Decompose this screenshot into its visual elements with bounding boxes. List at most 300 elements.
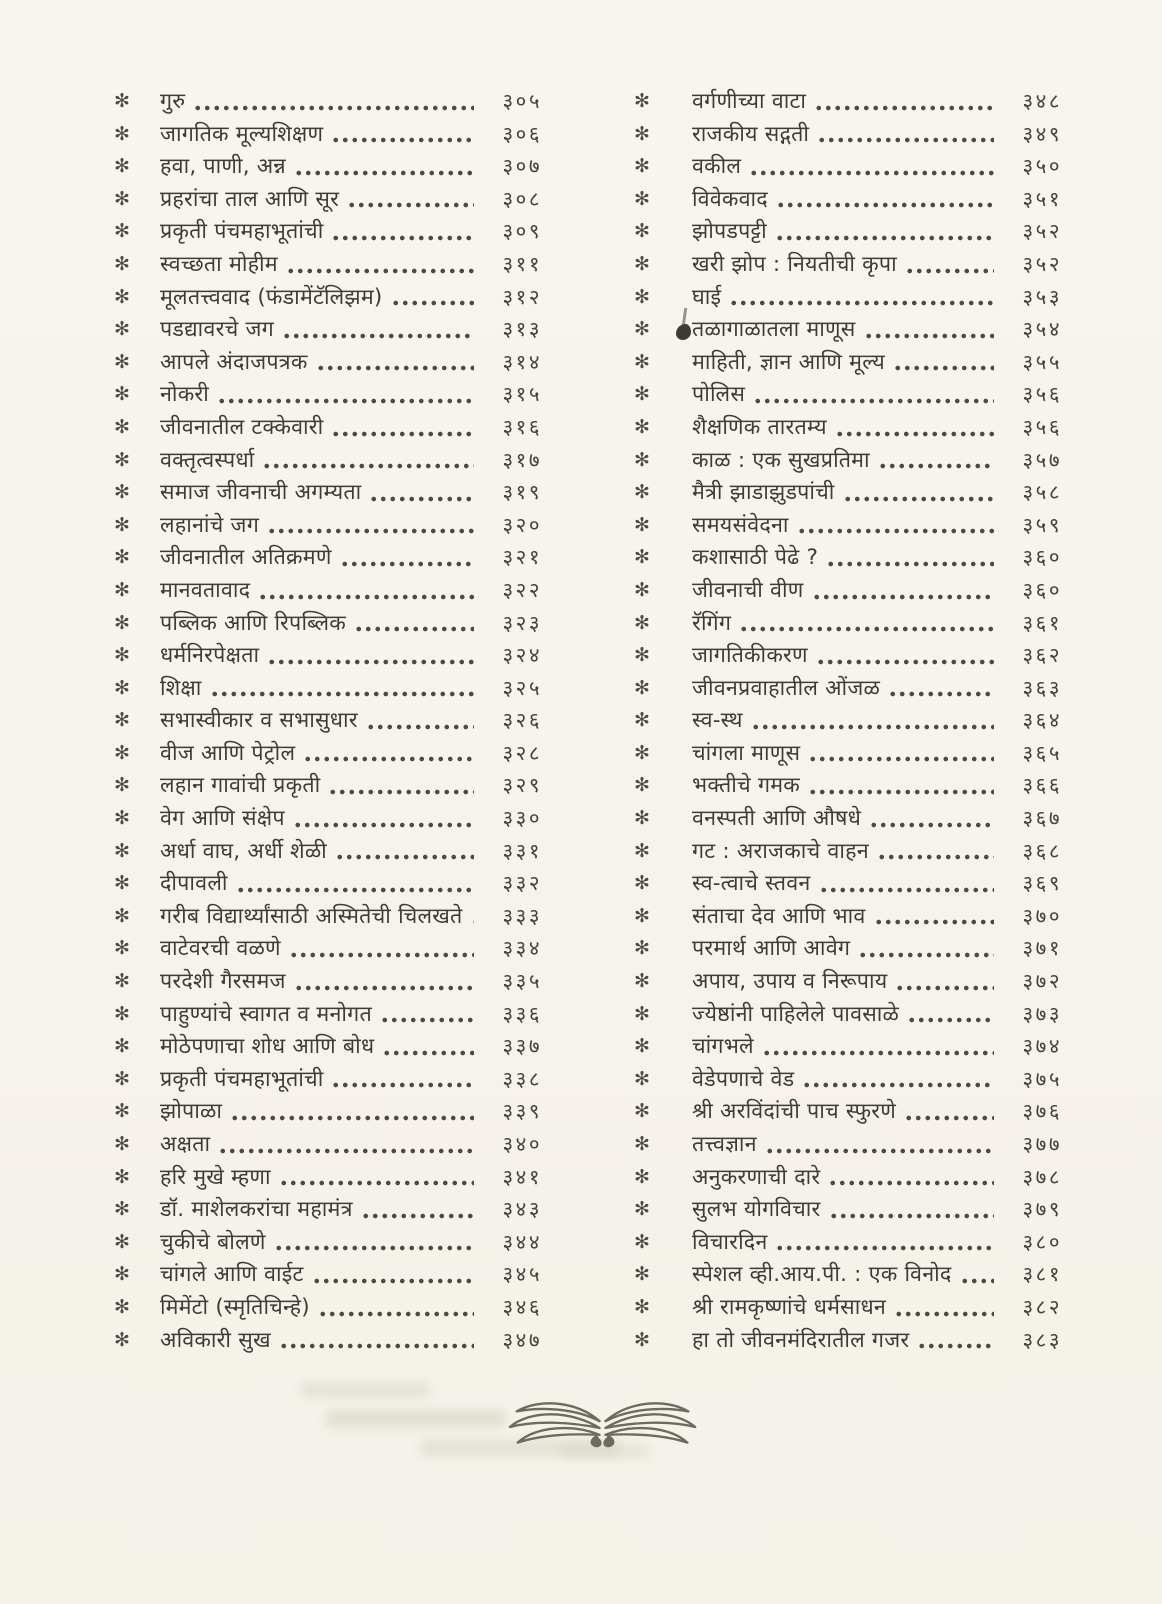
dot-leader [354, 626, 474, 632]
asterisk-icon: ✻ [634, 187, 650, 210]
asterisk-icon: ✻ [634, 90, 650, 112]
toc-entry [114, 933, 542, 966]
asterisk-icon: ✻ [114, 285, 130, 308]
dot-leader [917, 1343, 994, 1349]
asterisk-icon: ✻ [634, 252, 650, 275]
toc-entry-page: ३२० [502, 512, 542, 537]
toc-entry-title: जीवनाची वीण [692, 577, 804, 603]
toc-entry [114, 1129, 542, 1162]
dot-leader [328, 789, 474, 795]
toc-entry-title: मूलतत्त्ववाद (फंडामेंटॅलिझम) [160, 284, 383, 310]
toc-entry-page: ३४३ [502, 1197, 542, 1222]
asterisk-icon: ✻ [634, 872, 650, 895]
dot-leader [294, 170, 474, 176]
toc-entry-page: ३०६ [502, 121, 542, 146]
toc-entry [114, 445, 542, 478]
toc-entry [634, 803, 1062, 836]
asterisk-icon: ✻ [114, 122, 130, 145]
toc-entry-title: मोठेपणाचा शोध आणि बोध [160, 1034, 375, 1060]
dot-leader [193, 105, 474, 111]
toc-entry [634, 1325, 1062, 1358]
toc-entry-title: पाहुण्यांचे स्वागत व मनोगत [160, 1001, 372, 1027]
toc-entry [634, 770, 1062, 803]
dot-leader [274, 1245, 474, 1251]
dot-leader [819, 887, 995, 893]
asterisk-icon: ✻ [634, 644, 650, 667]
toc-entry-page: ३५२ [1022, 219, 1062, 244]
toc-entry-page: ३३३ [502, 903, 542, 928]
toc-entry [114, 184, 542, 217]
toc-entry [114, 770, 542, 803]
toc-entry [114, 477, 542, 510]
toc-entry-title: सभास्वीकार व सभासुधार [160, 708, 358, 734]
toc-entry [114, 379, 542, 412]
asterisk-icon: ✻ [634, 1002, 650, 1025]
toc-entry [634, 86, 1062, 119]
toc-entry [634, 640, 1062, 673]
toc-entry-title: घाई [692, 284, 722, 310]
dot-leader [904, 1115, 994, 1121]
dot-leader [802, 1082, 994, 1088]
dot-leader [267, 659, 474, 665]
toc-entry-title: मानवतावाद [160, 577, 251, 603]
toc-entry [114, 151, 542, 184]
toc-entry-title: समयसंवेदना [692, 512, 789, 538]
dot-leader [729, 300, 994, 306]
toc-entry-page: ३५६ [1022, 414, 1062, 439]
asterisk-icon: ✻ [114, 155, 130, 178]
toc-entry-title: स्वच्छता मोहीम [160, 251, 278, 277]
toc-entry-title: भक्तीचे गमक [692, 773, 801, 799]
dot-leader [267, 528, 474, 534]
toc-entry [634, 738, 1062, 771]
asterisk-icon: ✻ [634, 1230, 650, 1253]
dot-leader [960, 1278, 994, 1284]
toc-entry-title: परदेशी गैरसमज [160, 969, 286, 995]
toc-entry-title: समाज जीवनाची अगम्यता [160, 480, 362, 506]
toc-column-left [114, 86, 542, 1357]
toc-entry-title: प्रहरांचा ताल आणि सूर [160, 186, 340, 212]
toc-entry-page: ३८१ [1022, 1262, 1062, 1287]
dot-leader [812, 594, 995, 600]
asterisk-icon: ✻ [634, 415, 650, 438]
dot-leader [340, 561, 474, 567]
toc-entry [634, 510, 1062, 543]
asterisk-icon: ✻ [114, 611, 130, 634]
toc-entry-page: ३५० [1022, 154, 1062, 179]
toc-entry-page: ३७५ [1022, 1066, 1062, 1091]
asterisk-icon: ✻ [114, 1295, 130, 1318]
toc-entry-page: ३०५ [502, 89, 542, 113]
toc-entry [634, 1064, 1062, 1097]
toc-entry [114, 836, 542, 869]
toc-entry-page: ३४९ [1022, 121, 1062, 146]
asterisk-icon: ✻ [114, 415, 130, 438]
toc-entry-title: तत्त्वज्ञान [692, 1132, 757, 1157]
asterisk-icon: ✻ [634, 807, 650, 830]
toc-entry-title: आपले अंदाजपत्रक [160, 349, 308, 375]
asterisk-icon: ✻ [114, 937, 130, 960]
asterisk-icon: ✻ [634, 1035, 650, 1058]
dot-leader [331, 431, 474, 437]
toc-entry-title: अर्धा वाघ, अर्धी शेळी [160, 838, 327, 864]
toc-entry-title: जागतिकीकरण [692, 643, 808, 669]
asterisk-icon: ✻ [634, 122, 650, 145]
toc-entry [114, 1292, 542, 1325]
asterisk-icon: ✻ [114, 252, 130, 275]
dot-leader [864, 333, 995, 339]
dot-leader [753, 398, 994, 404]
toc-entry-page: ३३६ [502, 1001, 542, 1026]
toc-entry-title: स्पेशल व्ही.आय.पी. : एक विनोद [692, 1262, 952, 1288]
toc-entry-page: ३८३ [1022, 1327, 1062, 1352]
toc-entry [114, 249, 542, 282]
toc-entry-title: चुकीचे बोलणे [160, 1229, 266, 1255]
toc-entry-page: ३६३ [1022, 675, 1062, 700]
toc-entry [114, 1194, 542, 1227]
toc-entry [114, 1325, 542, 1358]
asterisk-icon: ✻ [634, 155, 650, 178]
toc-entry-page: ३११ [502, 251, 542, 276]
toc-entry-title: झोपाळा [160, 1099, 223, 1125]
toc-entry-title: तळागाळातला माणूस [692, 314, 856, 343]
toc-entry [114, 412, 542, 445]
toc-entry [634, 1227, 1062, 1260]
toc-entry-page: ३०९ [502, 219, 542, 244]
dot-leader [316, 365, 474, 371]
dot-leader [751, 724, 994, 730]
toc-entry-page: ३५९ [1022, 512, 1062, 537]
toc-entry-page: ३५३ [1022, 284, 1062, 309]
asterisk-icon: ✻ [634, 220, 650, 243]
toc-entry [634, 966, 1062, 999]
dot-leader [817, 137, 994, 143]
toc-entry-title: झोपडपट्टी [692, 219, 767, 245]
toc-entry-page: ३२६ [502, 708, 542, 733]
toc-entry-title: हा तो जीवनमंदिरातील गजर [692, 1327, 910, 1353]
dot-leader [293, 822, 474, 828]
toc-entry [634, 868, 1062, 901]
toc-entry-title: श्री अरविंदांची पाच स्फुरणे [692, 1099, 896, 1125]
toc-entry-page: ३७४ [1022, 1034, 1062, 1059]
asterisk-icon: ✻ [634, 1100, 650, 1123]
dot-leader [289, 952, 474, 958]
asterisk-icon: ✻ [114, 1230, 130, 1253]
asterisk-icon: ✻ [634, 1295, 650, 1318]
toc-entry-title: राजकीय सद्गती [692, 121, 810, 147]
toc-entry [114, 575, 542, 608]
toc-entry-page: ३१३ [502, 317, 542, 342]
toc-entry [114, 510, 542, 543]
toc-entry-title: सुलभ योगविचार [692, 1197, 821, 1223]
toc-entry-title: डॉ. माशेलकरांचा महामंत्र [160, 1197, 353, 1223]
asterisk-icon: ✻ [634, 350, 650, 373]
toc-entry [634, 379, 1062, 412]
toc-entry-title: स्व-त्वाचे स्तवन [692, 871, 811, 897]
toc-entry [114, 640, 542, 673]
toc-entry-title: मिमेंटो (स्मृतिचिन्हे) [160, 1294, 310, 1320]
toc-entry-title: चांगले आणि वाईट [160, 1262, 304, 1288]
dot-leader [279, 1180, 474, 1186]
dot-leader [905, 268, 994, 274]
toc-entry-page: ३२२ [502, 577, 542, 602]
toc-entry-title: वेडेपणाचे वेड [692, 1066, 795, 1092]
toc-entry [114, 86, 542, 119]
dot-leader [236, 887, 474, 893]
toc-entry [114, 608, 542, 641]
asterisk-icon: ✻ [634, 839, 650, 862]
toc-entry [634, 445, 1062, 478]
toc-entry [634, 412, 1062, 445]
toc-entry-title: अविकारी सुख [160, 1327, 271, 1353]
toc-entry-page: ३४४ [502, 1229, 542, 1254]
toc-entry-title: वनस्पती आणि औषधे [692, 806, 862, 832]
toc-entry-page: ३१४ [502, 349, 542, 374]
asterisk-icon: ✻ [114, 350, 130, 373]
toc-entry [634, 119, 1062, 152]
asterisk-icon: ✻ [634, 774, 650, 797]
toc-entry-page: ३७२ [1022, 969, 1062, 994]
asterisk-icon: ✻ [634, 578, 650, 601]
dot-leader [380, 1017, 474, 1023]
dot-leader [335, 854, 474, 860]
toc-column-right [634, 86, 1062, 1357]
asterisk-icon: ✻ [114, 774, 130, 797]
toc-entry-page: ३३८ [502, 1066, 542, 1091]
asterisk-icon: ✻ [634, 1198, 650, 1221]
dot-leader [217, 398, 474, 404]
dot-leader [907, 1017, 994, 1023]
toc-entry-title: वेग आणि संक्षेप [160, 806, 285, 832]
toc-entry [114, 347, 542, 380]
dot-leader [391, 300, 475, 306]
toc-entry-page: ३६० [1022, 545, 1062, 570]
toc-entry-page: ३६५ [1022, 740, 1062, 765]
dot-leader [739, 626, 994, 632]
toc-entry-page: ३५५ [1022, 349, 1062, 374]
toc-entry-page: ३४६ [502, 1294, 542, 1319]
asterisk-icon: ✻ [634, 676, 650, 699]
toc-entry-title: वक्तृत्वस्पर्धा [160, 447, 255, 473]
toc-entry-page: ३३९ [502, 1099, 542, 1124]
dot-leader [286, 268, 474, 274]
dot-leader [816, 659, 994, 665]
dot-leader [874, 919, 994, 925]
toc-entry [634, 1194, 1062, 1227]
toc-entry-page: ३४० [502, 1132, 542, 1156]
toc-entry [114, 542, 542, 575]
toc-entry [634, 1129, 1062, 1162]
toc-entry [114, 966, 542, 999]
toc-entry [634, 347, 1062, 380]
toc-entry-title: जीवनप्रवाहातील ओंजळ [692, 675, 881, 701]
toc-entry [114, 1096, 542, 1129]
asterisk-icon: ✻ [114, 1002, 130, 1025]
toc-entry-title: कशासाठी पेढे ? [692, 545, 819, 571]
asterisk-icon: ✻ [634, 546, 650, 569]
dot-leader [262, 463, 474, 469]
dot-leader [303, 756, 474, 762]
toc-entry [114, 1031, 542, 1064]
toc-entry-page: ३७३ [1022, 1001, 1062, 1026]
asterisk-icon: ✻ [634, 1133, 650, 1155]
toc-entry-page: ३२१ [502, 545, 542, 570]
toc-entry [634, 608, 1062, 641]
asterisk-icon: ✻ [114, 807, 130, 830]
dot-leader [294, 985, 474, 991]
asterisk-icon: ✻ [114, 1035, 130, 1058]
toc-entry-page: ३२३ [502, 610, 542, 635]
toc-entry [114, 803, 542, 836]
asterisk-icon: ✻ [114, 709, 130, 732]
asterisk-icon: ✻ [114, 741, 130, 764]
toc-entry-page: ३५२ [1022, 251, 1062, 276]
toc-entry-title: जीवनातील टक्केवारी [160, 414, 324, 440]
toc-entry-title: हरि मुखे म्हणा [160, 1164, 271, 1190]
toc-entry-title: गट : अराजकाचे वाहन [692, 838, 869, 864]
dot-leader [218, 1148, 474, 1154]
toc-entry-page: ३५१ [1022, 186, 1062, 211]
toc-entry-page: ३५४ [1022, 317, 1062, 342]
dot-leader [826, 561, 994, 567]
toc-entry-title: अक्षता [160, 1132, 211, 1157]
toc-entry-page: ३८२ [1022, 1294, 1062, 1319]
asterisk-icon: ✻ [114, 318, 130, 341]
toc-entry [634, 901, 1062, 934]
toc-entry-page: ३७१ [1022, 936, 1062, 961]
toc-entry-page: ३२५ [502, 675, 542, 700]
toc-entry-page: ३४५ [502, 1262, 542, 1287]
toc-entry-title: स्व-स्थ [692, 708, 743, 734]
asterisk-icon: ✻ [114, 1198, 130, 1221]
toc-entry-title: पब्लिक आणि रिपब्लिक [160, 610, 346, 636]
toc-entry [634, 282, 1062, 315]
asterisk-icon: ✻ [114, 1133, 130, 1155]
dot-leader [210, 691, 474, 697]
asterisk-icon: ✻ [634, 1165, 650, 1188]
asterisk-icon: ✻ [114, 578, 130, 601]
asterisk-icon: ✻ [634, 1328, 650, 1351]
toc-entry [114, 673, 542, 706]
toc-entry-title: वाटेवरची वळणे [160, 936, 281, 962]
toc-entry-page: ३०७ [502, 154, 542, 179]
dot-leader [829, 1213, 994, 1219]
dot-leader [828, 1180, 994, 1186]
dot-leader [877, 854, 994, 860]
toc-entry-title: अपाय, उपाय व निरूपाय [692, 969, 888, 995]
toc-entry-page: ३६२ [1022, 643, 1062, 668]
asterisk-icon: ✻ [114, 481, 130, 504]
dot-leader [749, 170, 994, 176]
asterisk-icon: ✻ [634, 448, 650, 471]
asterisk-icon: ✻ [634, 513, 650, 536]
asterisk-icon: ✻ [114, 90, 130, 112]
toc-entry [634, 999, 1062, 1032]
asterisk-icon: ✻ [634, 741, 650, 764]
dot-leader [318, 1311, 474, 1317]
toc-entry-title: लहानांचे जग [160, 512, 260, 538]
toc-entry-page: ३३७ [502, 1034, 542, 1059]
asterisk-icon: ✻ [114, 1100, 130, 1123]
dot-leader [843, 496, 994, 502]
dot-leader [835, 431, 994, 437]
toc-entry-title: रॅगिंग [692, 610, 732, 636]
asterisk-icon: ✻ [634, 318, 650, 341]
asterisk-icon: ✻ [114, 904, 130, 927]
asterisk-icon: ✻ [114, 187, 130, 210]
toc-entry-page: ३५८ [1022, 480, 1062, 505]
toc-entry [114, 1259, 542, 1292]
toc-entry [114, 314, 542, 347]
toc-entry [634, 1096, 1062, 1129]
toc-entry-page: ३६६ [1022, 773, 1062, 798]
asterisk-icon: ✻ [114, 839, 130, 862]
toc-entry-title: खरी झोप : नियतीची कृपा [692, 251, 897, 277]
toc-entry-page: ३८० [1022, 1229, 1062, 1254]
toc-entry-page: ३२८ [502, 740, 542, 765]
toc-entry [114, 282, 542, 315]
dot-leader [878, 463, 994, 469]
dot-leader [347, 202, 474, 208]
toc-entry-title: गरीब विद्यार्थ्यांसाठी अस्मितेची चिलखते [160, 903, 463, 929]
toc-entry-title: ज्येष्ठांनी पाहिलेले पावसाळे [692, 1001, 900, 1027]
toc-entry-title: परमार्थ आणि आवेग [692, 936, 851, 962]
toc-entry [634, 184, 1062, 217]
toc-entry [634, 705, 1062, 738]
dot-leader [808, 789, 994, 795]
toc-entry-page: ३३५ [502, 969, 542, 994]
toc-entry-title: अनुकरणाची दारे [692, 1164, 821, 1190]
toc-entry [114, 705, 542, 738]
toc-entry-page: ३७७ [1022, 1132, 1062, 1156]
toc-entry [634, 1292, 1062, 1325]
bleed-through-smudge [300, 1382, 430, 1398]
dot-leader [895, 985, 994, 991]
toc-entry-title: संताचा देव आणि भाव [692, 903, 866, 929]
toc-entry-title: धर्मनिरपेक्षता [160, 643, 260, 669]
asterisk-icon: ✻ [114, 546, 130, 569]
toc-entry-page: ३५७ [1022, 447, 1062, 472]
asterisk-icon: ✻ [634, 937, 650, 960]
dot-leader [331, 137, 474, 143]
dot-leader [366, 724, 474, 730]
asterisk-icon: ✻ [114, 383, 130, 406]
dot-leader [471, 919, 474, 925]
toc-entry-title: माहिती, ज्ञान आणि मूल्य [692, 349, 885, 375]
toc-entry-title: हवा, पाणी, अन्न [160, 154, 286, 180]
dot-leader [258, 594, 474, 600]
toc-entry [114, 999, 542, 1032]
toc-entry-title: नोकरी [160, 382, 209, 408]
toc-entry-title: प्रकृती पंचमहाभूतांची [160, 1066, 324, 1092]
asterisk-icon: ✻ [634, 611, 650, 634]
toc-entry [634, 477, 1062, 510]
dot-leader [765, 1148, 994, 1154]
toc-entry-title: गुरु [160, 89, 186, 114]
toc-entry-title: काळ : एक सुखप्रतिमा [692, 447, 870, 473]
dot-leader [894, 1311, 994, 1317]
dot-leader [762, 1050, 994, 1056]
dot-leader [869, 822, 994, 828]
toc-entry [114, 216, 542, 249]
toc-entry-title: लहान गावांची प्रकृती [160, 773, 321, 799]
asterisk-icon: ✻ [114, 220, 130, 243]
dot-leader [331, 235, 474, 241]
toc-entry-title: श्री रामकृष्णांचे धर्मसाधन [692, 1294, 887, 1320]
toc-entry [114, 1064, 542, 1097]
toc-entry [634, 151, 1062, 184]
toc-entry [114, 868, 542, 901]
